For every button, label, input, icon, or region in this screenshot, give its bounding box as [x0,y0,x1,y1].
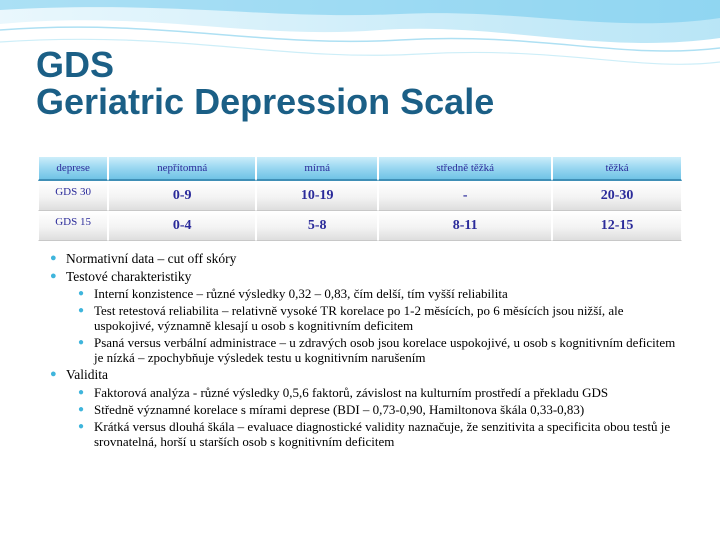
table-cell: 5-8 [256,211,378,241]
table-cell: 8-11 [378,211,552,241]
table-cell: - [378,181,552,211]
table-header-cell: středně těžká [378,156,552,181]
bullet-icon: ● [78,420,85,432]
list-item-text: Interní konzistence – různé výsledky 0,32 – 0,83, čím delší, tím vyšší reliabilita [94,286,508,301]
sub-list-item [78,303,680,333]
table-row [38,211,682,241]
sub-list-item [78,286,680,301]
list-item-text: Validita [66,367,108,382]
row-label: GDS 15 [38,211,108,241]
table-header-cell: deprese [38,156,108,181]
table-header-cell: nepřítomná [108,156,256,181]
sub-list-item [78,402,680,417]
sub-list-item [78,335,680,365]
list-item-text: Test retestová reliabilita – relativně vysoké TR korelace po 1-2 měsících, po 6 měsících jsou nižší, ale uspokojivé, významně klesají u osob s kognitivním deficitem [94,303,624,333]
title-line-abbrev: GDS [36,44,115,85]
page-title [36,46,494,120]
bullet-icon: ● [50,252,57,264]
bullet-icon: ● [78,305,85,316]
table-row [38,181,682,211]
table-header-cell: těžká [552,156,682,181]
bullet-icon: ● [78,337,85,348]
bullet-icon: ● [78,403,85,415]
list-item-text: Faktorová analýza - různé výsledky 0,5,6 faktorů, závislost na kulturním prostředí a překladu GDS [94,384,609,400]
bullet-icon: ● [78,288,85,299]
table-cell: 0-9 [108,181,256,211]
table-header-row [38,156,682,181]
list-item [50,269,680,285]
bullet-list [50,249,680,451]
bullet-icon: ● [50,368,57,380]
row-label: GDS 30 [38,181,108,211]
table-cell: 20-30 [552,181,682,211]
list-item-text: Testové charakteristiky [66,268,192,284]
table-cell: 12-15 [552,211,682,241]
list-item-text: Středně významné korelace s mírami deprese (BDI – 0,73-0,90, Hamiltonova škála 0,33-0,83) [94,401,585,417]
gds-score-table [38,156,682,241]
sub-list-item [78,385,680,400]
bullet-icon: ● [50,269,57,282]
list-item [50,251,680,267]
table-header-cell: mírná [256,156,378,181]
list-item-text: Psaná versus verbální administrace – u zdravých osob jsou korelace uspokojivé, u osob s kognitivním deficitem je nízká – zpochybňuje výsledek testu u kognitivním narušením [94,335,676,365]
title-line-full: Geriatric Depression Scale [36,81,495,122]
sub-list-item [78,419,680,449]
list-item-text: Normativní data – cut off skóry [66,251,237,266]
table-cell: 0-4 [108,211,256,241]
list-item [50,367,680,383]
table-cell: 10-19 [256,181,378,211]
list-item-text: Krátká versus dlouhá škála – evaluace diagnostické validity naznačuje, že senzitivita a specificita obou testů je srovnatelná, horší u starších osob s kognitivním deficitem [94,418,671,449]
bullet-icon: ● [78,386,85,398]
